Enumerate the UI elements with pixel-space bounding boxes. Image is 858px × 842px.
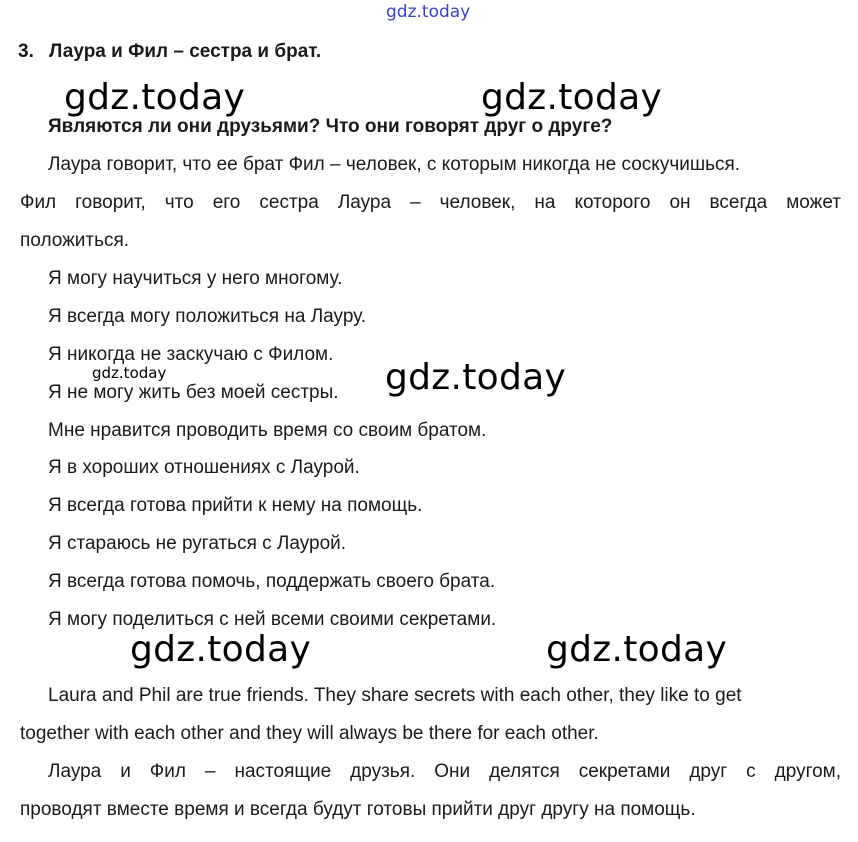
paragraph-line: Фил говорит, что его сестра Лаура – человек, на которого он всегда может (20, 192, 841, 213)
statement-line: Я не могу жить без моей сестры. (48, 382, 339, 403)
watermark-big: gdz.today (385, 357, 567, 398)
statement-line: Я в хороших отношениях с Лаурой. (48, 457, 360, 478)
statement-line: Я стараюсь не ругаться с Лаурой. (48, 533, 347, 554)
exercise-heading (18, 41, 321, 63)
statement-line: Мне нравится проводить время со своим братом. (48, 420, 487, 441)
exercise-title: Лаура и Фил – сестра и брат. (49, 41, 322, 62)
exercise-question: Являются ли они друзьями? Что они говорят друг о друге? (48, 116, 613, 137)
paragraph-line: положиться. (20, 230, 130, 251)
watermark-big: gdz.today (64, 77, 246, 118)
english-answer-line: together with each other and they will always be there for each other. (20, 723, 599, 744)
statement-line: Я всегда готова прийти к нему на помощь. (48, 495, 423, 516)
paragraph-line: Лаура говорит, что ее брат Фил – человек, с которым никогда не соскучишься. (48, 154, 741, 175)
exercise-number: 3. (18, 41, 34, 62)
watermark-big: gdz.today (481, 77, 663, 118)
statement-line: Я никогда не заскучаю с Филом. (48, 344, 334, 365)
watermark-small: gdz.today (92, 364, 167, 382)
statement-line: Я могу научиться у него многому. (48, 268, 343, 289)
watermark-big: gdz.today (546, 629, 728, 670)
russian-answer-line: Лаура и Фил – настоящие друзья. Они делятся секретами друг с другом, (48, 761, 841, 782)
statement-line: Я всегда могу положиться на Лауру. (48, 306, 367, 327)
watermark-top: gdz.today (386, 2, 471, 22)
statement-line: Я всегда готова помочь, поддержать своего брата. (48, 571, 496, 592)
english-answer-line: Laura and Phil are true friends. They share secrets with each other, they like to get (48, 685, 742, 706)
watermark-big: gdz.today (130, 629, 312, 670)
statement-line: Я могу поделиться с ней всеми своими секретами. (48, 609, 497, 630)
russian-answer-line: проводят вместе время и всегда будут готовы прийти друг другу на помощь. (20, 799, 696, 820)
